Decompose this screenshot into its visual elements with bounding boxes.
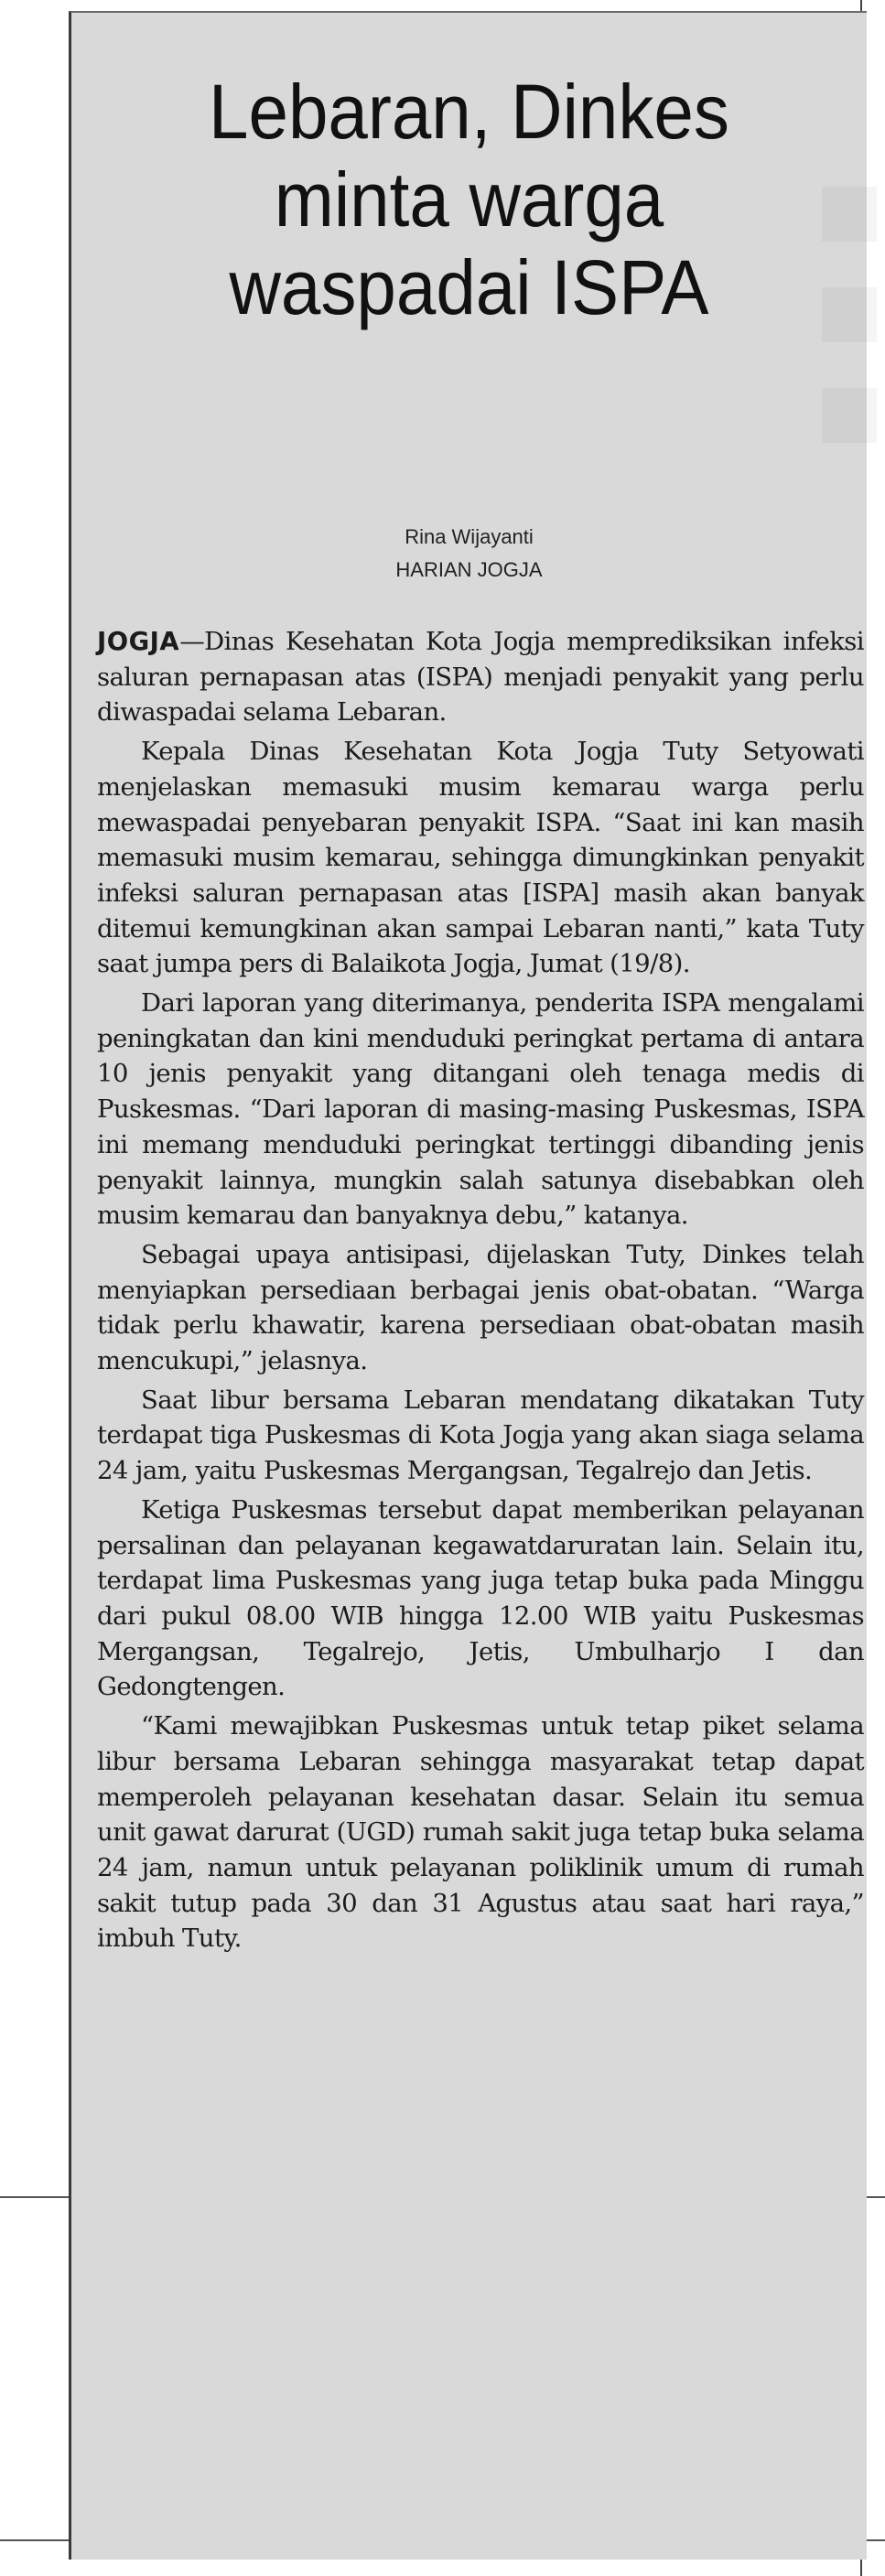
- article-lead-paragraph: [97, 624, 864, 730]
- dateline: JOGJA: [97, 627, 180, 656]
- headline-line-3: waspadai ISPA: [229, 244, 709, 330]
- newspaper-clipping: [69, 11, 867, 2560]
- headline-line-1: Lebaran, Dinkes: [209, 69, 729, 155]
- headline: [99, 68, 838, 331]
- article-paragraph: Saat libur bersama Lebaran mendatang dikatakan Tuty terdapat tiga Puskesmas di Kota Jogja yang akan siaga selama 24 jam, yaitu Puskesmas Mergangsan, Tegalrejo dan Jetis.: [97, 1385, 864, 1486]
- article-paragraph: Ketiga Puskesmas tersebut dapat memberikan pelayanan persalinan dan pelayanan kegawatdaruratan lain. Selain itu, terdapat lima Puskesmas yang juga tetap buka pada Minggu dari pukul 08.00 WIB hingga 12.00 WIB yaitu Puskesmas Mergangsan, Tegalrejo, Jetis, Umbulharjo I dan Gedongtengen.: [97, 1494, 864, 1702]
- article-paragraph: Kepala Dinas Kesehatan Kota Jogja Tuty Setyowati menjelaskan memasuki musim kemarau warga perlu mewaspadai penyebaran penyakit ISPA. “Saat ini kan masih memasuki musim kemarau, sehingga dimungkinkan penyakit infeksi saluran pernapasan atas [ISPA] masih akan banyak ditemui kemungkinan akan sampai Lebaran nanti,” kata Tuty saat jumpa pers di Balaikota Jogja, Jumat (19/8).: [97, 737, 864, 979]
- article-paragraph: “Kami mewajibkan Puskesmas untuk tetap piket selama libur bersama Lebaran sehingga masyarakat tetap dapat memperoleh pelayanan kesehatan dasar. Selain itu semua unit gawat darurat (UGD) rumah sakit juga tetap buka selama 24 jam, namun untuk pelayanan poliklinik umum di rumah sakit tutup pada 30 dan 31 Agustus atau saat hari raya,” imbuh Tuty.: [97, 1711, 864, 1954]
- byline-publication: HARIAN JOGJA: [395, 558, 543, 581]
- article-paragraph: Dari laporan yang diterimanya, penderita ISPA mengalami peningkatan dan kini menduduki peringkat pertama di antara 10 jenis penyakit yang ditangani oleh tenaga medis di Puskesmas. “Dari laporan di masing-masing Puskesmas, ISPA ini memang menduduki peringkat tertinggi dibanding jenis penyakit lainnya, mungkin salah satunya disebabkan oleh musim kemarau dan banyaknya debu,” katanya.: [97, 988, 864, 1231]
- byline-author: Rina Wijayanti: [405, 525, 534, 548]
- article-body: [97, 624, 864, 1960]
- lead-text: —Dinas Kesehatan Kota Jogja memprediksikan infeksi saluran pernapasan atas (ISPA) menjadi penyakit yang perlu diwaspadai selama Lebaran.: [97, 627, 864, 728]
- headline-line-2: minta warga: [274, 156, 664, 243]
- article-paragraph: Sebagai upaya antisipasi, dijelaskan Tuty, Dinkes telah menyiapkan persediaan berbagai jenis obat-obatan. “Warga tidak perlu khawatir, karena persediaan obat-obatan masih mencukupi,” jelasnya.: [97, 1239, 864, 1376]
- byline: [71, 521, 867, 587]
